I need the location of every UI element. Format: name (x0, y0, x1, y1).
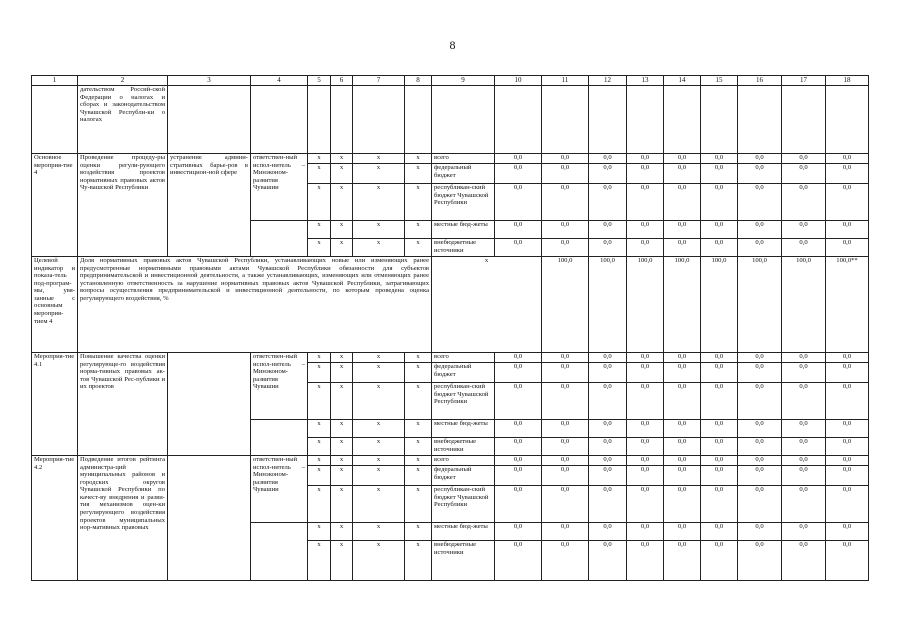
value-cell: 0,0 (542, 523, 589, 541)
value-cell: 0,0 (542, 363, 589, 383)
column-header-9: 9 (432, 76, 495, 86)
continuation-text: дательством Россий-ской Федерации о налогах и сборах и законодательством Чувашской Республи-ки о налогах (78, 86, 168, 154)
value-cell: 0,0 (701, 486, 738, 523)
value-cell: 0,0 (782, 523, 826, 541)
value-cell: 0,0 (589, 239, 627, 257)
code-cell: x (405, 154, 432, 164)
indicator-label: Целевой индикатор и показа-тель под-програм-мы, увя-занные с основным мероприя-тием 4 (32, 257, 78, 353)
value-cell: 0,0 (826, 383, 869, 420)
column-header-16: 16 (738, 76, 782, 86)
empty-cell (432, 86, 495, 154)
value-cell: 0,0 (589, 164, 627, 184)
value-cell: 0,0 (701, 184, 738, 221)
value-cell: 0,0 (664, 523, 701, 541)
value-cell: 0,0 (782, 486, 826, 523)
value-cell: 0,0 (826, 456, 869, 466)
value-cell: 0,0 (701, 466, 738, 486)
code-cell: x (405, 164, 432, 184)
measure-4-1-executor-empty (251, 420, 308, 456)
empty-cell (664, 86, 701, 154)
value-cell: 0,0 (495, 438, 542, 456)
value-cell: 0,0 (589, 456, 627, 466)
code-cell: x (331, 363, 353, 383)
indicator-value: 100,0 (701, 257, 738, 353)
indicator-text: Доля нормативных правовых актов Чувашской Республики, устанавливающих новые или изменяющих ранее предусмотренные нормативными правовыми актами Чувашской Республики обязанности для субъектов предпринимательской и инвестиционной деятельности, а также устанавливающих, изменяющих или отменяющих ранее установленную ответственность за нарушение нормативных правовых актов Чувашской Республики, затрагивающих вопросы осуществления предпринимательской и инвестиционной деятельности, по которым проведена оценка регулирующего воздействия, % (78, 257, 432, 353)
continuation-row (32, 86, 869, 154)
value-cell: 0,0 (542, 466, 589, 486)
indicator-row (32, 257, 869, 353)
column-header-15: 15 (701, 76, 738, 86)
code-cell: x (331, 486, 353, 523)
value-cell: 0,0 (664, 466, 701, 486)
value-cell: 0,0 (701, 353, 738, 363)
code-cell: x (353, 363, 405, 383)
main-measure-4-executor-empty (251, 221, 308, 257)
code-cell: x (331, 523, 353, 541)
value-cell: 0,0 (495, 420, 542, 438)
value-cell: 0,0 (542, 239, 589, 257)
code-cell: x (353, 184, 405, 221)
value-cell: 0,0 (627, 486, 664, 523)
funding-source: местные бюд-жеты (432, 221, 495, 239)
value-cell: 0,0 (542, 221, 589, 239)
value-cell: 0,0 (589, 541, 627, 581)
code-cell: x (353, 221, 405, 239)
funding-source: местные бюд-жеты (432, 523, 495, 541)
code-cell: x (405, 353, 432, 363)
code-cell: x (353, 353, 405, 363)
value-cell: 0,0 (826, 541, 869, 581)
code-cell: x (353, 466, 405, 486)
code-cell: x (308, 363, 331, 383)
column-header-7: 7 (353, 76, 405, 86)
funding-source: федеральный бюджет (432, 164, 495, 184)
empty-cell (308, 86, 331, 154)
value-cell: 0,0 (826, 353, 869, 363)
value-cell: 0,0 (664, 353, 701, 363)
value-cell: 0,0 (627, 438, 664, 456)
code-cell: x (308, 541, 331, 581)
main-measure-4-row (32, 154, 869, 164)
main-measure-4-label: Основное мероприя-тие 4 (32, 154, 78, 257)
value-cell: 0,0 (589, 420, 627, 438)
value-cell: 0,0 (495, 456, 542, 466)
code-cell: x (353, 486, 405, 523)
value-cell: 0,0 (782, 184, 826, 221)
value-cell: 0,0 (664, 420, 701, 438)
empty-cell (331, 86, 353, 154)
column-header-8: 8 (405, 76, 432, 86)
code-cell: x (353, 420, 405, 438)
value-cell: 0,0 (738, 383, 782, 420)
value-cell: 0,0 (542, 438, 589, 456)
value-cell: 0,0 (589, 523, 627, 541)
value-cell: 0,0 (542, 541, 589, 581)
funding-source: местные бюд-жеты (432, 420, 495, 438)
empty-cell (826, 86, 869, 154)
value-cell: 0,0 (495, 486, 542, 523)
code-cell: x (308, 456, 331, 466)
value-cell: 0,0 (782, 383, 826, 420)
funding-source: всего (432, 154, 495, 164)
value-cell: 0,0 (782, 363, 826, 383)
value-cell: 0,0 (627, 353, 664, 363)
value-cell: 0,0 (826, 420, 869, 438)
main-measure-4-executor: ответствен-ный испол-нитель – Минэконом-развития Чувашии (251, 154, 308, 221)
value-cell: 0,0 (826, 438, 869, 456)
value-cell: 0,0 (782, 466, 826, 486)
indicator-value: 100,0** (826, 257, 869, 353)
code-cell: x (331, 466, 353, 486)
value-cell: 0,0 (664, 383, 701, 420)
value-cell: 0,0 (782, 420, 826, 438)
code-cell: x (405, 466, 432, 486)
value-cell: 0,0 (701, 363, 738, 383)
code-cell: x (331, 164, 353, 184)
code-cell: x (331, 438, 353, 456)
indicator-value: 100,0 (738, 257, 782, 353)
code-cell: x (353, 154, 405, 164)
column-header-13: 13 (627, 76, 664, 86)
code-cell: x (331, 420, 353, 438)
main-measure-4-goal: устранение админи-стративных барье-ров в инвестицион-ной сфере (168, 154, 251, 257)
column-header-2: 2 (78, 76, 168, 86)
column-header-14: 14 (664, 76, 701, 86)
value-cell: 0,0 (701, 239, 738, 257)
value-cell: 0,0 (495, 164, 542, 184)
value-cell: 0,0 (495, 363, 542, 383)
column-header-17: 17 (782, 76, 826, 86)
value-cell: 0,0 (738, 438, 782, 456)
funding-source: внебюджетные источники (432, 541, 495, 581)
value-cell: 0,0 (664, 363, 701, 383)
value-cell: 0,0 (782, 239, 826, 257)
measure-4-1-executor: ответствен-ный испол-нитель – Минэконом-развития Чувашии (251, 353, 308, 420)
code-cell: x (353, 456, 405, 466)
measure-4-2-executor-empty (251, 523, 308, 581)
value-cell: 0,0 (701, 456, 738, 466)
value-cell: 0,0 (542, 420, 589, 438)
value-cell: 0,0 (826, 466, 869, 486)
header-row (32, 76, 869, 86)
funding-source: федеральный бюджет (432, 466, 495, 486)
program-table (31, 75, 869, 581)
code-cell: x (308, 239, 331, 257)
value-cell: 0,0 (826, 363, 869, 383)
funding-source: республикан-ский бюджет Чувашской Республики (432, 486, 495, 523)
value-cell: 0,0 (664, 184, 701, 221)
code-cell: x (308, 420, 331, 438)
code-cell: x (308, 466, 331, 486)
column-header-5: 5 (308, 76, 331, 86)
value-cell: 0,0 (495, 221, 542, 239)
value-cell: 0,0 (738, 420, 782, 438)
code-cell: x (405, 541, 432, 581)
column-header-12: 12 (589, 76, 627, 86)
value-cell: 0,0 (782, 438, 826, 456)
value-cell: 0,0 (495, 154, 542, 164)
value-cell: 0,0 (701, 523, 738, 541)
code-cell: x (405, 486, 432, 523)
code-cell: x (308, 154, 331, 164)
value-cell: 0,0 (782, 154, 826, 164)
empty-cell (495, 86, 542, 154)
code-cell: x (308, 383, 331, 420)
indicator-value: 100,0 (782, 257, 826, 353)
value-cell: 0,0 (664, 456, 701, 466)
empty-cell (627, 86, 664, 154)
value-cell: 0,0 (826, 239, 869, 257)
value-cell: 0,0 (701, 221, 738, 239)
measure-4-2-label: Мероприя-тие 4.2 (32, 456, 78, 581)
indicator-value: 100,0 (589, 257, 627, 353)
measure-4-1-row (32, 353, 869, 363)
value-cell: 0,0 (664, 164, 701, 184)
code-cell: x (405, 523, 432, 541)
code-cell: x (331, 239, 353, 257)
code-cell: x (353, 164, 405, 184)
code-cell: x (331, 353, 353, 363)
measure-4-1-name: Повышение качества оценки регулирующе-го воздействия норма-тивных правовых ак-тов Чувашской Рес-публики и их проектов (78, 353, 168, 456)
value-cell: 0,0 (826, 486, 869, 523)
measure-4-1-label: Мероприя-тие 4.1 (32, 353, 78, 456)
code-cell: x (308, 438, 331, 456)
column-header-6: 6 (331, 76, 353, 86)
value-cell: 0,0 (589, 184, 627, 221)
empty-cell (782, 86, 826, 154)
value-cell: 0,0 (627, 239, 664, 257)
code-cell: x (405, 239, 432, 257)
indicator-value: 100,0 (664, 257, 701, 353)
value-cell: 0,0 (664, 541, 701, 581)
funding-source: всего (432, 353, 495, 363)
empty-cell (701, 86, 738, 154)
empty-cell (251, 86, 308, 154)
value-cell: 0,0 (826, 154, 869, 164)
value-cell: 0,0 (782, 456, 826, 466)
value-cell: 0,0 (738, 154, 782, 164)
value-cell: 0,0 (701, 154, 738, 164)
value-cell: 0,0 (826, 523, 869, 541)
value-cell: 0,0 (782, 541, 826, 581)
value-cell: 0,0 (627, 541, 664, 581)
code-cell: x (353, 541, 405, 581)
code-cell: x (405, 383, 432, 420)
column-header-11: 11 (542, 76, 589, 86)
value-cell: 0,0 (701, 383, 738, 420)
value-cell: 0,0 (826, 221, 869, 239)
indicator-value: 100,0 (542, 257, 589, 353)
page-number: 8 (449, 38, 456, 52)
value-cell: 0,0 (589, 221, 627, 239)
value-cell: 0,0 (589, 383, 627, 420)
empty-cell (738, 86, 782, 154)
code-cell: x (308, 523, 331, 541)
value-cell: 0,0 (627, 523, 664, 541)
value-cell: 0,0 (738, 353, 782, 363)
code-cell: x (405, 363, 432, 383)
value-cell: 0,0 (495, 523, 542, 541)
code-cell: x (331, 154, 353, 164)
value-cell: 0,0 (495, 466, 542, 486)
value-cell: 0,0 (627, 154, 664, 164)
value-cell: 0,0 (589, 353, 627, 363)
code-cell: x (331, 383, 353, 420)
empty-cell (32, 86, 78, 154)
code-cell: x (353, 438, 405, 456)
value-cell: 0,0 (495, 383, 542, 420)
value-cell: 0,0 (738, 164, 782, 184)
code-cell: x (308, 486, 331, 523)
funding-source: всего (432, 456, 495, 466)
value-cell: 0,0 (664, 486, 701, 523)
code-cell: x (405, 420, 432, 438)
empty-cell (168, 86, 251, 154)
funding-source: федеральный бюджет (432, 363, 495, 383)
value-cell: 0,0 (495, 184, 542, 221)
value-cell: 0,0 (542, 486, 589, 523)
value-cell: 0,0 (738, 363, 782, 383)
code-cell: x (331, 184, 353, 221)
value-cell: 0,0 (589, 154, 627, 164)
empty-cell (405, 86, 432, 154)
value-cell: 0,0 (589, 438, 627, 456)
value-cell: 0,0 (627, 184, 664, 221)
measure-4-2-executor: ответствен-ный испол-нитель – Минэконом-развития Чувашии (251, 456, 308, 523)
value-cell: 0,0 (627, 456, 664, 466)
empty-cell (542, 86, 589, 154)
code-cell: x (308, 184, 331, 221)
code-cell: x (353, 239, 405, 257)
code-cell: x (331, 456, 353, 466)
column-header-18: 18 (826, 76, 869, 86)
value-cell: 0,0 (738, 456, 782, 466)
value-cell: 0,0 (664, 221, 701, 239)
value-cell: 0,0 (627, 383, 664, 420)
value-cell: 0,0 (738, 486, 782, 523)
value-cell: 0,0 (589, 466, 627, 486)
value-cell: 0,0 (664, 239, 701, 257)
value-cell: 0,0 (495, 353, 542, 363)
value-cell: 0,0 (627, 363, 664, 383)
empty-cell (589, 86, 627, 154)
value-cell: 0,0 (782, 353, 826, 363)
code-cell: x (353, 383, 405, 420)
value-cell: 0,0 (627, 221, 664, 239)
code-cell: x (405, 184, 432, 221)
indicator-value: 100,0 (627, 257, 664, 353)
value-cell: 0,0 (495, 239, 542, 257)
funding-source: внебюджетные источники (432, 239, 495, 257)
value-cell: 0,0 (701, 438, 738, 456)
code-cell: x (331, 221, 353, 239)
indicator-x: x (432, 257, 542, 353)
measure-4-2-row (32, 456, 869, 466)
code-cell: x (405, 221, 432, 239)
value-cell: 0,0 (664, 154, 701, 164)
code-cell: x (353, 523, 405, 541)
value-cell: 0,0 (542, 164, 589, 184)
value-cell: 0,0 (589, 486, 627, 523)
value-cell: 0,0 (542, 353, 589, 363)
value-cell: 0,0 (542, 154, 589, 164)
value-cell: 0,0 (738, 523, 782, 541)
value-cell: 0,0 (701, 164, 738, 184)
main-measure-4-name: Проведение процеду-ры оценки регули-рующего воздействия проектов нормативных правовых актов Чу-вашской Республики (78, 154, 168, 257)
measure-4-2-goal (168, 456, 251, 581)
value-cell: 0,0 (627, 164, 664, 184)
code-cell: x (405, 438, 432, 456)
value-cell: 0,0 (542, 456, 589, 466)
value-cell: 0,0 (664, 438, 701, 456)
value-cell: 0,0 (782, 164, 826, 184)
code-cell: x (308, 221, 331, 239)
value-cell: 0,0 (738, 239, 782, 257)
value-cell: 0,0 (826, 184, 869, 221)
value-cell: 0,0 (627, 420, 664, 438)
value-cell: 0,0 (738, 541, 782, 581)
funding-source: внебюджетные источники (432, 438, 495, 456)
value-cell: 0,0 (627, 466, 664, 486)
value-cell: 0,0 (542, 184, 589, 221)
code-cell: x (331, 541, 353, 581)
value-cell: 0,0 (701, 541, 738, 581)
code-cell: x (405, 456, 432, 466)
value-cell: 0,0 (701, 420, 738, 438)
funding-source: республикан-ский бюджет Чувашской Республики (432, 184, 495, 221)
value-cell: 0,0 (738, 466, 782, 486)
column-header-1: 1 (32, 76, 78, 86)
column-header-3: 3 (168, 76, 251, 86)
column-header-4: 4 (251, 76, 308, 86)
value-cell: 0,0 (782, 221, 826, 239)
code-cell: x (308, 164, 331, 184)
value-cell: 0,0 (589, 363, 627, 383)
measure-4-2-name: Подведение итогов рейтинга администра-ций муниципальных районов и городских округов Чувашской Республики по качест-ву внедрения и разви-тия механизмов оцен-ки регулирующего воздействия проектов муниципальных нор-мативных правовых (78, 456, 168, 581)
code-cell: x (308, 353, 331, 363)
empty-cell (353, 86, 405, 154)
value-cell: 0,0 (826, 164, 869, 184)
value-cell: 0,0 (738, 221, 782, 239)
funding-source: республикан-ский бюджет Чувашской Республики (432, 383, 495, 420)
measure-4-1-goal (168, 353, 251, 456)
value-cell: 0,0 (542, 383, 589, 420)
value-cell: 0,0 (495, 541, 542, 581)
column-header-10: 10 (495, 76, 542, 86)
value-cell: 0,0 (738, 184, 782, 221)
